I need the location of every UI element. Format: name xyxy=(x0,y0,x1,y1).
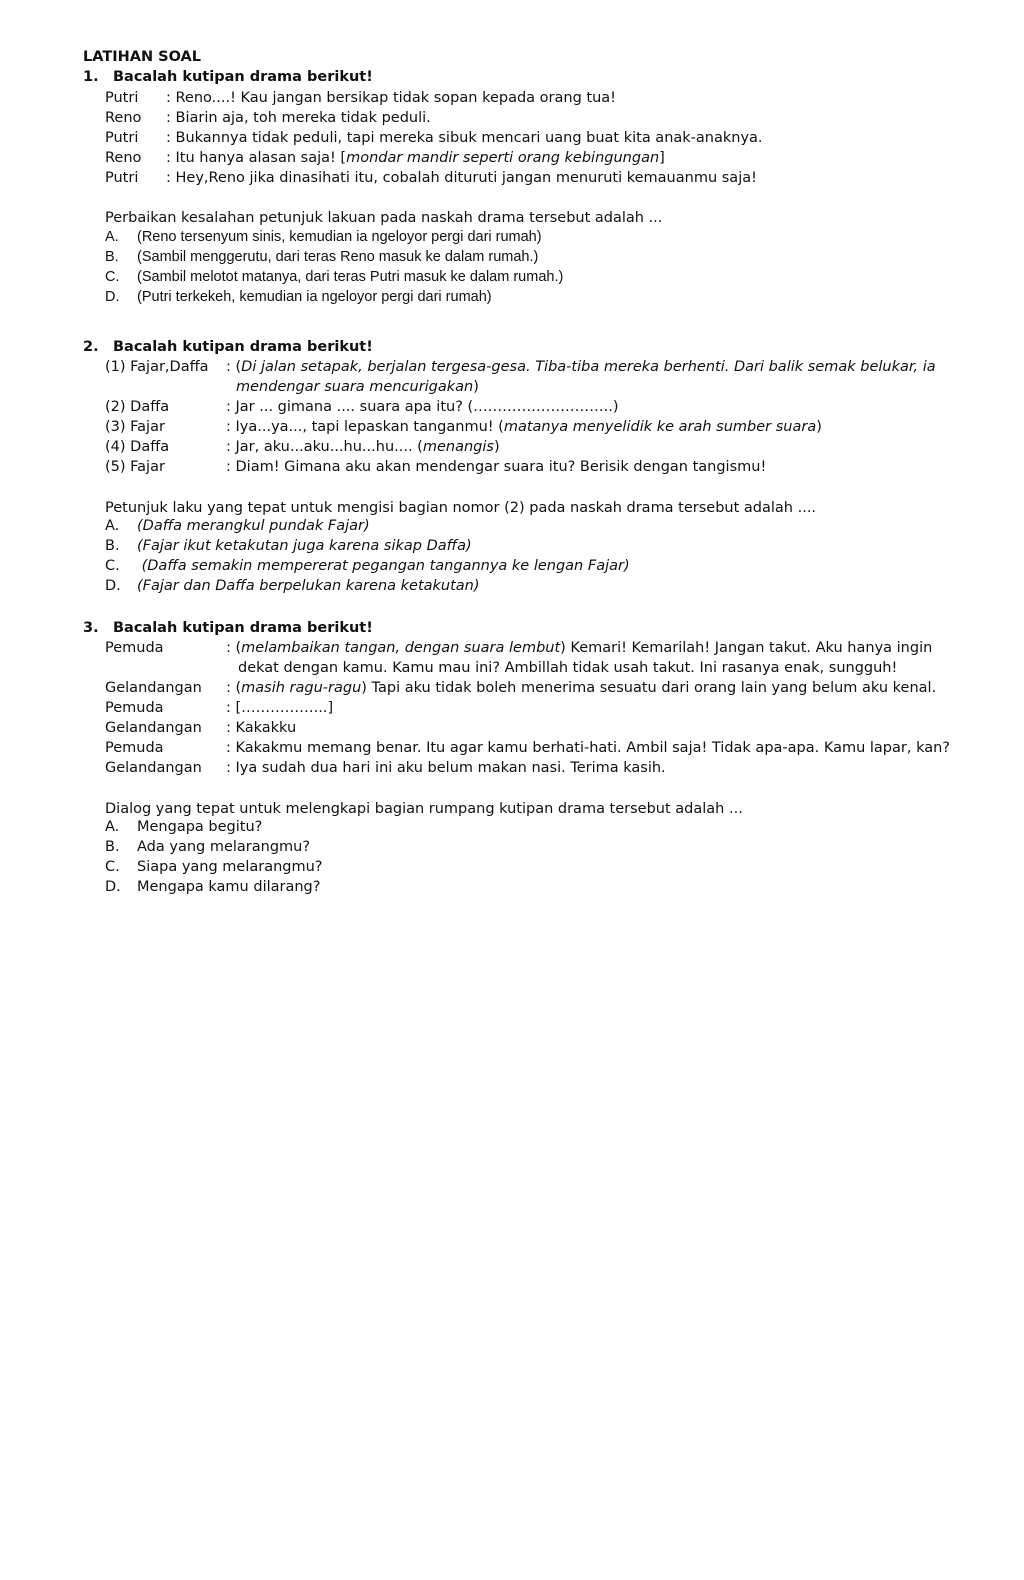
dialog-line-continued: dekat dengan kamu. Kamu mau ini? Ambillah tidak usah takut. Ini rasanya enak, sungguh! xyxy=(238,660,898,676)
stage-direction: melambaikan tangan, dengan suara lembut xyxy=(241,640,561,656)
option-b[interactable]: B. (Fajar ikut ketakutan juga karena sikap Daffa) xyxy=(105,538,472,554)
dialog-line: : Itu hanya alasan saja! [mondar mandir seperti orang kebingungan] xyxy=(166,150,665,166)
dialog-line-continued: mendengar suara mencurigakan) xyxy=(236,379,479,395)
dialog-line: : Kakakku xyxy=(226,720,297,736)
question-3-prompt: Dialog yang tepat untuk melengkapi bagian rumpang kutipan drama tersebut adalah ... xyxy=(105,801,743,817)
dialog-speaker: Gelandangan xyxy=(105,680,202,696)
dialog-speaker: (5) Fajar xyxy=(105,459,165,475)
question-2-prompt: Petunjuk laku yang tepat untuk mengisi bagian nomor (2) pada naskah drama tersebut adalah .... xyxy=(105,500,817,516)
dialog-line: : Iya sudah dua hari ini aku belum makan nasi. Terima kasih. xyxy=(226,760,666,776)
dialog-speaker: (4) Daffa xyxy=(105,439,170,455)
dialog-line: : Kakakmu memang benar. Itu agar kamu berhati-hati. Ambil saja! Tidak apa-apa. Kamu lapar, kan? xyxy=(226,740,950,756)
option-b[interactable]: B. (Sambil menggerutu, dari teras Reno masuk ke dalam rumah.) xyxy=(105,249,539,265)
dialog-speaker: (3) Fajar xyxy=(105,419,165,435)
stage-direction: menangis xyxy=(422,439,494,455)
dialog-line: : (masih ragu-ragu) Tapi aku tidak boleh menerima sesuatu dari orang lain yang belum aku kenal. xyxy=(226,680,937,696)
dialog-speaker: Putri xyxy=(105,90,139,106)
dialog-speaker: Putri xyxy=(105,130,139,146)
dialog-speaker: Reno xyxy=(105,150,142,166)
question-number: 1. xyxy=(83,69,99,85)
option-a[interactable]: A. (Reno tersenyum sinis, kemudian ia ngeloyor pergi dari rumah) xyxy=(105,229,542,245)
option-d[interactable]: D. (Putri terkekeh, kemudian ia ngeloyor pergi dari rumah) xyxy=(105,289,492,305)
option-d[interactable]: D. (Fajar dan Daffa berpelukan karena ketakutan) xyxy=(105,578,480,594)
option-b[interactable]: B. Ada yang melarangmu? xyxy=(105,839,311,855)
question-heading-text: Bacalah kutipan drama berikut! xyxy=(113,620,373,636)
option-c[interactable]: C. (Sambil melotot matanya, dari teras Putri masuk ke dalam rumah.) xyxy=(105,269,564,285)
stage-direction: masih ragu-ragu xyxy=(241,680,362,696)
dialog-speaker: (2) Daffa xyxy=(105,399,170,415)
option-d[interactable]: D. Mengapa kamu dilarang? xyxy=(105,879,321,895)
question-number: 3. xyxy=(83,620,99,636)
stage-direction: mendengar suara mencurigakan xyxy=(236,379,474,395)
option-c[interactable]: C. Siapa yang melarangmu? xyxy=(105,859,323,875)
dialog-speaker: Pemuda xyxy=(105,700,164,716)
dialog-line: : Reno....! Kau jangan bersikap tidak sopan kepada orang tua! xyxy=(166,90,616,106)
dialog-line: : Diam! Gimana aku akan mendengar suara itu? Berisik dengan tangismu! xyxy=(226,459,767,475)
question-1-heading xyxy=(83,69,373,85)
dialog-line: : Jar ... gimana .... suara apa itu? (………………………..) xyxy=(226,399,619,415)
option-c[interactable]: C. (Daffa semakin mempererat pegangan tangannya ke lengan Fajar) xyxy=(105,558,630,574)
question-heading-text: Bacalah kutipan drama berikut! xyxy=(113,339,373,355)
question-heading-text: Bacalah kutipan drama berikut! xyxy=(113,69,373,85)
question-3-heading xyxy=(83,620,373,636)
question-number: 2. xyxy=(83,339,99,355)
dialog-speaker: Gelandangan xyxy=(105,720,202,736)
question-1-prompt: Perbaikan kesalahan petunjuk lakuan pada naskah drama tersebut adalah ... xyxy=(105,210,663,226)
page-title: LATIHAN SOAL xyxy=(83,49,202,65)
dialog-line: : Bukannya tidak peduli, tapi mereka sibuk mencari uang buat kita anak-anaknya. xyxy=(166,130,763,146)
dialog-speaker: Pemuda xyxy=(105,740,164,756)
stage-direction: matanya menyelidik ke arah sumber suara xyxy=(503,419,817,435)
dialog-speaker: Pemuda xyxy=(105,640,164,656)
dialog-line: : Jar, aku...aku...hu...hu.... (menangis) xyxy=(226,439,500,455)
dialog-line: : Iya...ya..., tapi lepaskan tanganmu! (matanya menyelidik ke arah sumber suara) xyxy=(226,419,822,435)
dialog-speaker: Putri xyxy=(105,170,139,186)
question-2-heading xyxy=(83,339,373,355)
dialog-speaker: Gelandangan xyxy=(105,760,202,776)
dialog-speaker: (1) Fajar,Daffa xyxy=(105,359,209,375)
dialog-line: : Biarin aja, toh mereka tidak peduli. xyxy=(166,110,431,126)
dialog-line: : (melambaikan tangan, dengan suara lembut) Kemari! Kemarilah! Jangan takut. Aku hanya ingin xyxy=(226,640,933,656)
dialog-line: : (Di jalan setapak, berjalan tergesa-gesa. Tiba-tiba mereka berhenti. Dari balik semak belukar, ia xyxy=(226,359,936,375)
option-a[interactable]: A. Mengapa begitu? xyxy=(105,819,263,835)
dialog-line: : [……………...] xyxy=(226,700,334,716)
dialog-line: : Hey,Reno jika dinasihati itu, cobalah dituruti jangan menuruti kemauanmu saja! xyxy=(166,170,757,186)
stage-direction: mondar mandir seperti orang kebingungan xyxy=(346,150,660,166)
stage-direction: Di jalan setapak, berjalan tergesa-gesa. Tiba-tiba mereka berhenti. Dari balik semak belukar, ia xyxy=(241,359,936,375)
dialog-speaker: Reno xyxy=(105,110,142,126)
option-a[interactable]: A. (Daffa merangkul pundak Fajar) xyxy=(105,518,370,534)
